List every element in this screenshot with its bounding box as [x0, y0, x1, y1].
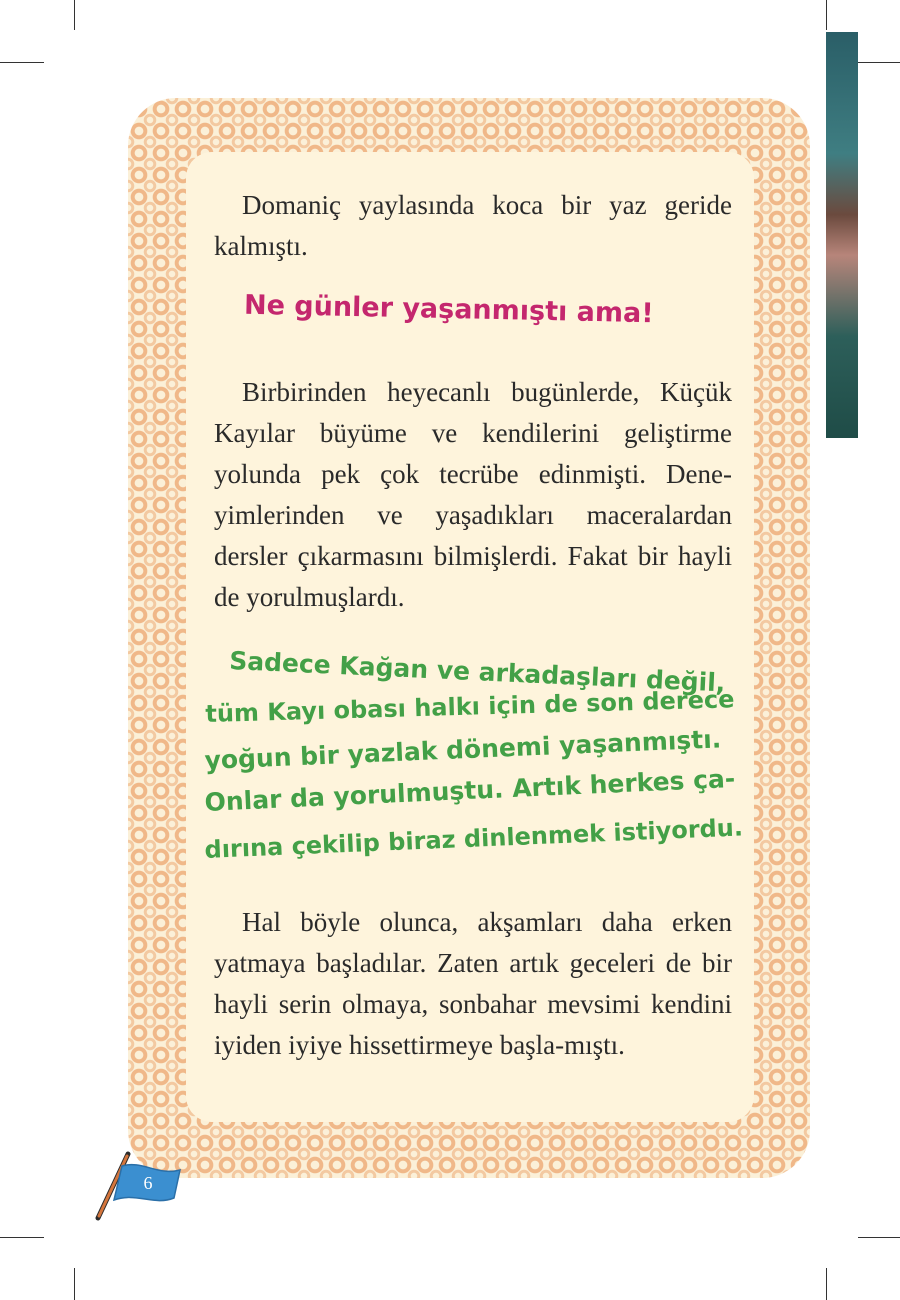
crop-mark: [858, 1237, 900, 1238]
green-line-4: Onlar da yorulmuştu. Artık herkes ça-: [204, 763, 736, 817]
green-line-1: Sadece Kağan ve arkadaşları değil,: [228, 646, 726, 698]
green-line-3: yoğun bir yazlak dönemi yaşanmıştı.: [204, 724, 722, 775]
paragraph-2: Birbirinden heyecanlı bugünlerde, Küçük Kayılar büyüme ve kendilerini geliştirme yolunda pek çok tecrübe edinmişti. Dene-yimlerinden ve yaşadıkları maceralardan dersler çıkarmasını bilmişlerdi. Fakat bir hayli de yorulmuşlardı.: [214, 377, 732, 612]
crop-mark: [0, 62, 44, 63]
paragraph-3: Hal böyle olunca, akşamları daha erken yatmaya başladılar. Zaten artık geceleri de bir hayli serin olmaya, sonbahar mevsimi kendini iyiden iyiye hissettirmeye başla-mıştı.: [214, 907, 732, 1060]
crop-mark: [74, 0, 75, 30]
crop-mark: [0, 1237, 44, 1238]
page-number: 6: [143, 1173, 153, 1193]
crop-mark: [826, 0, 827, 30]
crop-mark: [826, 1268, 827, 1300]
crop-mark: [858, 62, 900, 63]
illustration-strip: [826, 32, 858, 438]
green-line-5: dırına çekilip biraz dinlenmek istiyordu.: [204, 813, 744, 864]
green-line-2: tüm Kayı obası halkı için de son derece: [205, 685, 735, 728]
pink-heading: Ne günler yaşanmıştı ama!: [243, 289, 654, 330]
crop-mark: [74, 1268, 75, 1300]
paragraph-1: Domaniç yaylasında koca bir yaz geride kalmıştı.: [214, 190, 732, 261]
